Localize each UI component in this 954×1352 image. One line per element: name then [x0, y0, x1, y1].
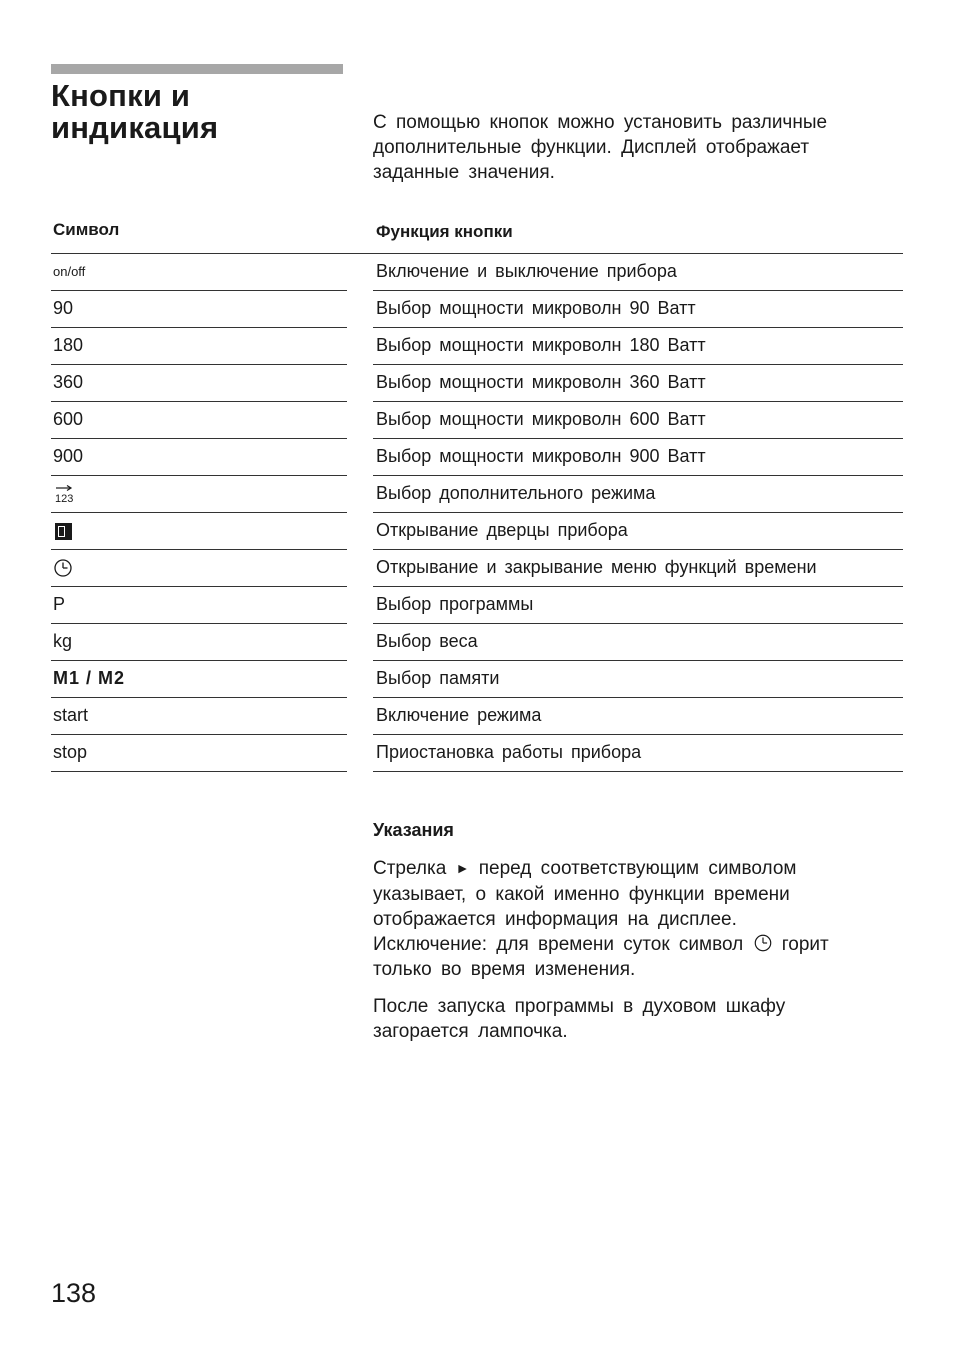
symbol-p: P	[53, 594, 66, 614]
table-row	[51, 735, 903, 772]
table-row	[51, 476, 903, 513]
notes-heading: Указания	[373, 820, 454, 840]
arrow-123-icon	[53, 484, 79, 506]
function-text: Приостановка работы прибора	[376, 742, 642, 762]
function-cell	[373, 513, 903, 550]
intro-line-2: дополнительные функции. Дисплей отображает	[373, 137, 810, 158]
function-cell	[373, 328, 903, 365]
arrow-triangle-icon: ►	[455, 860, 470, 876]
function-cell	[373, 402, 903, 439]
function-cell	[373, 661, 903, 698]
function-text: Выбор веса	[376, 631, 478, 651]
symbol-cell	[51, 254, 347, 291]
symbol-stop: stop	[53, 742, 88, 762]
table-row	[51, 661, 903, 698]
symbol-cell	[51, 476, 347, 513]
function-text: Включение и выключение прибора	[376, 261, 677, 281]
function-cell	[373, 476, 903, 513]
symbol-cell	[51, 365, 347, 402]
symbol-start: start	[53, 705, 89, 725]
notes-line-5: только во время изменения.	[373, 959, 636, 980]
symbol-cell	[51, 624, 347, 661]
table-row	[51, 624, 903, 661]
symbol-cell	[51, 735, 347, 772]
function-cell	[373, 291, 903, 328]
page-title-line-1: Кнопки и	[51, 78, 191, 113]
table-header	[51, 216, 903, 254]
function-text: Выбор мощности микроволн 360 Ватт	[376, 372, 706, 392]
page-title-line-2: индикация	[51, 110, 219, 145]
arrow-123-label: 123	[55, 493, 74, 505]
table-row	[51, 439, 903, 476]
symbol-m1-m2: M1 / M2	[53, 668, 126, 688]
symbol-cell	[51, 439, 347, 476]
notes-line-1-end: перед соответствующим символом	[478, 858, 797, 879]
symbol-on-off: on/off	[53, 264, 86, 279]
function-text: Включение режима	[376, 705, 542, 725]
notes-paragraph-1	[373, 856, 903, 982]
notes-line-4	[373, 932, 903, 957]
table-row	[51, 513, 903, 550]
function-text: Выбор программы	[376, 594, 534, 614]
notes-line-4-start: Исключение: для времени суток символ	[373, 934, 744, 955]
page-title	[51, 80, 351, 144]
function-cell	[373, 254, 903, 291]
symbol-cell	[51, 328, 347, 365]
symbol-600: 600	[53, 409, 84, 429]
function-text: Выбор мощности микроволн 900 Ватт	[376, 446, 706, 466]
symbol-cell	[51, 402, 347, 439]
function-text: Выбор мощности микроволн 90 Ватт	[376, 298, 696, 318]
function-text: Открывание и закрывание меню функций времени	[376, 557, 817, 577]
notes-line-3: отображается информация на дисплее.	[373, 909, 737, 930]
clock-icon	[53, 558, 75, 580]
symbol-900: 900	[53, 446, 84, 466]
notes-line-2: указывает, о какой именно функции времени	[373, 884, 790, 905]
symbol-cell	[51, 661, 347, 698]
table-row	[51, 291, 903, 328]
table-row	[51, 254, 903, 291]
symbol-90: 90	[53, 298, 74, 318]
function-cell	[373, 624, 903, 661]
table-row	[51, 698, 903, 735]
function-text: Открывание дверцы прибора	[376, 520, 628, 540]
notes-p2-line-1: После запуска программы в духовом шкафу	[373, 996, 786, 1017]
notes-line-1	[373, 856, 903, 882]
notes-line-4-end: горит	[781, 934, 829, 955]
function-text: Выбор мощности микроволн 600 Ватт	[376, 409, 706, 429]
function-cell	[373, 587, 903, 624]
function-text: Выбор мощности микроволн 180 Ватт	[376, 335, 706, 355]
symbol-360: 360	[53, 372, 84, 392]
door-icon	[53, 521, 75, 543]
symbol-180: 180	[53, 335, 84, 355]
header-function: Функция кнопки	[376, 222, 513, 241]
function-cell	[373, 698, 903, 735]
function-cell	[373, 365, 903, 402]
symbol-cell	[51, 291, 347, 328]
clock-icon	[753, 933, 773, 953]
header-symbol: Символ	[53, 220, 120, 239]
notes-paragraph-2	[373, 994, 903, 1044]
top-accent-bar	[51, 64, 343, 74]
function-text: Выбор памяти	[376, 668, 500, 688]
symbol-cell	[51, 587, 347, 624]
intro-line-3: заданные значения.	[373, 162, 555, 183]
table-row	[51, 365, 903, 402]
function-cell	[373, 550, 903, 587]
page-number: 138	[51, 1278, 97, 1308]
intro-line-1: С помощью кнопок можно установить различные	[373, 112, 828, 133]
symbol-cell	[51, 550, 347, 587]
table-row	[51, 328, 903, 365]
function-cell	[373, 439, 903, 476]
table-row	[51, 402, 903, 439]
buttons-table	[51, 216, 903, 772]
function-cell	[373, 735, 903, 772]
symbol-kg: kg	[53, 631, 73, 651]
notes-line-1-start: Стрелка	[373, 858, 447, 879]
symbol-cell	[51, 698, 347, 735]
symbol-cell	[51, 513, 347, 550]
function-text: Выбор дополнительного режима	[376, 483, 656, 503]
table-row	[51, 550, 903, 587]
notes-p2-line-2: загорается лампочка.	[373, 1021, 568, 1042]
intro-paragraph	[373, 110, 903, 185]
table-row	[51, 587, 903, 624]
